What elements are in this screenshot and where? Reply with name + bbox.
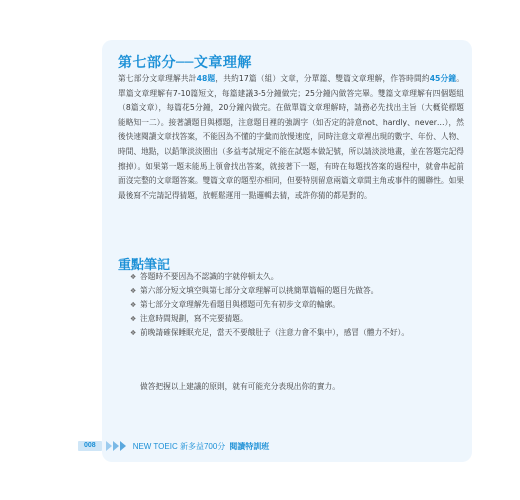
- section-title: 第七部分──文章理解: [118, 55, 252, 71]
- time-limit: 45分鐘: [429, 74, 457, 83]
- diamond-bullet-icon: ❖: [130, 329, 137, 337]
- question-count: 48題: [196, 74, 216, 83]
- notes-list: [130, 270, 410, 340]
- diamond-bullet-icon: ❖: [130, 287, 137, 295]
- page-number: 008: [78, 441, 102, 451]
- diamond-bullet-icon: ❖: [130, 301, 137, 309]
- para-rest: 。單篇文章理解有7-10篇短文，每篇建議3-5分鐘做完；25分鐘內做答完畢。雙篇文章理解有四個題組（8篇文章），每篇花5分鐘，20分鐘內做完。在做單篇文章理解時，請務必先找出主旨（大概從標題能略知一二）。接著讀題目與標題，注意題目裡的強調字（如否定的詩意not、hardly、never…），然後快速閱讀文章找答案，不能因為不懂的字彙而放慢速度，同時注意文章裡出現的數字、年份、人物、時間、地點，以鉛筆淡淡圈出（多益考試規定不能在試題本做記號，所以請淡淡地畫，並在答題完記得擦掉）。如果第一題未能馬上領會找出答案，就接著下一題，有時在每題找答案的過程中，就會串起前面沒完整的文章題答案。雙篇文章的題型亦相同，但要特別留意兩篇文章間主角或事件的關聯性。如果最後寫不完請記得猜題，放輕鬆運用一點邏輯去猜，或許你猜的都是對的。: [118, 74, 464, 200]
- note-item: ❖ 第七部分文章理解先看題目與標題可先有初步文章的輪廓。: [130, 298, 410, 312]
- arrow-chevrons-icon: [106, 441, 127, 451]
- notes-title: 重點筆記: [118, 258, 171, 273]
- note-item: ❖ 答題時不要因為不認識的字就停頓太久。: [130, 270, 410, 284]
- closing-text: 做答把握以上建議的原則，就有可能充分表現出你的實力。: [140, 382, 340, 391]
- book-subtitle: 閱讀特訓班: [229, 441, 270, 451]
- book-title: NEW TOEIC 新多益700分: [132, 441, 226, 451]
- note-item: ❖ 注意時間規劃，寫不完要猜題。: [130, 312, 410, 326]
- page-footer: [78, 441, 348, 451]
- diamond-bullet-icon: ❖: [130, 315, 137, 323]
- para-mid: ，共約17篇（組）文章，分單篇、雙篇文章理解，作答時間約: [215, 74, 430, 83]
- note-item: ❖ 第六部分短文填空與第七部分文章理解可以挑簡單篇幅的題目先做答。: [130, 284, 410, 298]
- note-item: ❖ 前晚請確保睡眠充足，當天不要餓肚子（注意力會不集中），感冒（體力不好）。: [130, 326, 410, 340]
- diamond-bullet-icon: ❖: [130, 273, 137, 281]
- para-intro: 第七部分文章理解共計: [118, 74, 197, 83]
- section-paragraph: [118, 72, 464, 203]
